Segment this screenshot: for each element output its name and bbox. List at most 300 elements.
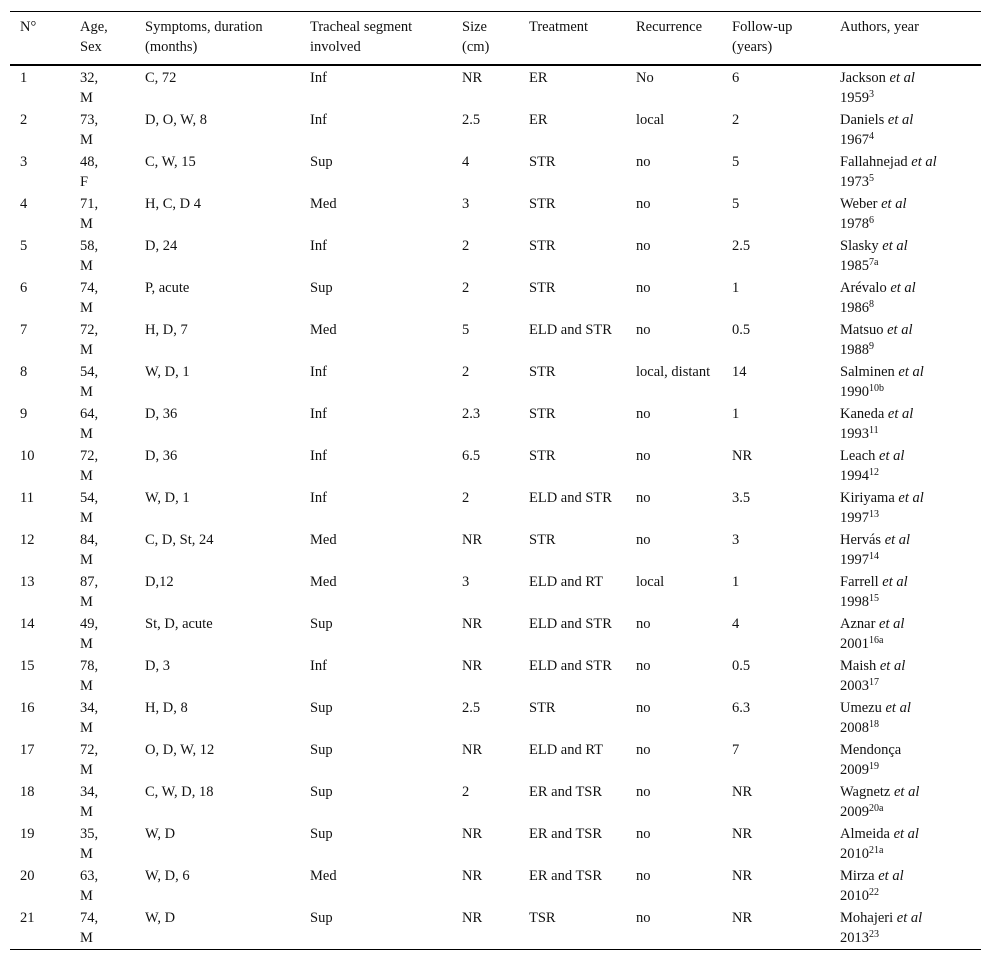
cell-symptoms: H, D, 7 [145,322,188,338]
et-al: et al [878,868,904,884]
author-name: Salminen [840,364,895,380]
et-al: et al [879,616,905,632]
cell-followup: NR [732,868,753,884]
cell-authors [830,361,981,403]
table-row [10,403,981,445]
pub-year: 1993 [840,426,869,442]
cell-no: 9 [20,406,28,422]
cell-recurrence: no [636,238,651,254]
cell-age-sex [70,109,135,151]
pub-year: 1994 [840,468,869,484]
cell-symptoms: D, 24 [145,238,178,254]
reference-number: 10b [869,383,884,394]
cell-age-sex [70,65,135,109]
cell-authors [830,907,981,950]
cell-recurrence: no [636,826,651,842]
header-followup: Follow-up (years) [732,19,793,55]
pub-year: 1997 [840,510,869,526]
cell-followup: 5 [732,196,740,212]
reference-number: 6 [869,215,874,226]
cell-size: 2.3 [462,406,481,422]
table-row [10,697,981,739]
cell-followup: 1 [732,574,740,590]
age-value: 34, [80,700,99,716]
header-treatment: Treatment [529,19,589,35]
cell-treatment: STR [529,448,556,464]
cell-age-sex [70,403,135,445]
reference-number: 18 [869,719,879,730]
header-age-sex: Age, Sex [80,19,108,55]
reference-number: 8 [869,299,874,310]
header-authors: Authors, year [840,19,919,35]
cell-recurrence: no [636,742,651,758]
cell-authors [830,109,981,151]
cell-no: 2 [20,112,28,128]
cell-segment: Sup [310,616,333,632]
cell-age-sex [70,739,135,781]
cell-treatment: TSR [529,910,556,926]
sex-value: M [80,258,93,274]
cell-segment: Med [310,196,337,212]
cell-treatment: ELD and STR [529,616,612,632]
header-segment: Tracheal segment involved [310,19,413,55]
cell-authors [830,277,981,319]
cell-segment: Med [310,868,337,884]
cell-followup: 0.5 [732,658,751,674]
cell-no: 20 [20,868,35,884]
cell-followup: 14 [732,364,747,380]
author-name: Weber [840,196,878,212]
author-name: Hervás [840,532,882,548]
cell-followup: 5 [732,154,740,170]
et-al: et al [887,112,914,128]
cell-recurrence: no [636,322,651,338]
table-row [10,445,981,487]
table-row [10,361,981,403]
cell-segment: Inf [310,448,327,464]
cell-size: NR [462,826,483,842]
cell-segment: Inf [310,112,327,128]
pub-year: 2001 [840,636,869,652]
pub-year: 1998 [840,594,869,610]
cell-symptoms: W, D, 6 [145,868,190,884]
cell-authors [830,823,981,865]
cell-treatment: STR [529,154,556,170]
sex-value: M [80,426,93,442]
cell-treatment: ER [529,70,548,86]
table-row [10,865,981,907]
cell-segment: Sup [310,784,333,800]
cell-authors [830,697,981,739]
pub-year: 1997 [840,552,869,568]
cell-symptoms: W, D [145,826,176,842]
cell-age-sex [70,445,135,487]
table-row [10,571,981,613]
cell-segment: Sup [310,280,333,296]
cell-recurrence: local [636,112,665,128]
cell-authors [830,445,981,487]
et-al: et al [889,70,915,86]
age-value: 87, [80,574,99,590]
age-value: 63, [80,868,99,884]
sex-value: M [80,678,93,694]
cell-followup: 6 [732,70,740,86]
age-value: 84, [80,532,99,548]
cell-recurrence: no [636,406,651,422]
author-name: Aznar [840,616,876,632]
age-value: 78, [80,658,99,674]
cell-size: 5 [462,322,470,338]
sex-value: M [80,846,93,862]
cell-segment: Inf [310,490,327,506]
age-value: 35, [80,826,99,842]
cell-symptoms: C, W, 15 [145,154,196,170]
sex-value: M [80,468,93,484]
pub-year: 2013 [840,930,869,946]
cell-followup: 0.5 [732,322,751,338]
table-row [10,487,981,529]
pub-year: 1967 [840,132,869,148]
cell-authors [830,571,981,613]
age-value: 64, [80,406,99,422]
sex-value: M [80,552,93,568]
header-size: Size (cm) [462,19,490,55]
table-row [10,739,981,781]
cell-segment: Sup [310,742,333,758]
et-al: et al [884,532,911,548]
cell-authors [830,865,981,907]
cell-treatment: STR [529,238,556,254]
cell-segment: Med [310,532,337,548]
cell-followup: 1 [732,406,740,422]
cell-size: 2 [462,784,470,800]
cell-segment: Sup [310,700,333,716]
cell-treatment: ER and TSR [529,826,603,842]
author-name: Almeida [840,826,890,842]
age-value: 54, [80,490,99,506]
cell-symptoms: W, D, 1 [145,490,190,506]
table-row [10,65,981,109]
sex-value: M [80,510,93,526]
pub-year: 2010 [840,888,869,904]
cell-symptoms: D, 36 [145,406,178,422]
et-al: et al [879,658,906,674]
cell-symptoms: St, D, acute [145,616,213,632]
reference-number: 17 [869,677,879,688]
sex-value: M [80,342,93,358]
reference-number: 3 [869,89,874,100]
age-value: 34, [80,784,99,800]
pub-year: 2009 [840,762,869,778]
sex-value: M [80,300,93,316]
header-recurrence: Recurrence [636,19,703,35]
reference-number: 11 [869,425,879,436]
author-name: Jackson [840,70,886,86]
cell-no: 16 [20,700,35,716]
cell-followup: 1 [732,280,740,296]
cell-no: 11 [20,490,34,506]
table-row [10,109,981,151]
cell-followup: NR [732,826,753,842]
age-value: 32, [80,70,99,86]
reference-number: 4 [869,131,874,142]
table-row [10,235,981,277]
reference-number: 16a [869,635,884,646]
age-value: 74, [80,280,99,296]
cell-treatment: ELD and STR [529,490,612,506]
cell-size: NR [462,532,483,548]
et-al: et al [881,196,907,212]
cell-authors [830,613,981,655]
cell-recurrence: no [636,532,651,548]
pub-year: 2003 [840,678,869,694]
pub-year: 1959 [840,90,869,106]
cell-age-sex [70,907,135,950]
cell-treatment: ELD and RT [529,742,604,758]
reference-number: 21a [869,845,884,856]
cell-treatment: STR [529,532,556,548]
cell-followup: NR [732,910,753,926]
cell-followup: NR [732,784,753,800]
cell-followup: 3.5 [732,490,751,506]
cell-authors [830,151,981,193]
age-value: 73, [80,112,99,128]
table-row [10,613,981,655]
cell-treatment: STR [529,196,556,212]
pub-year: 2008 [840,720,869,736]
author-name: Arévalo [840,280,887,296]
cell-age-sex [70,613,135,655]
cell-segment: Med [310,322,337,338]
cell-age-sex [70,277,135,319]
et-al: et al [911,154,937,170]
author-name: Mendonça [840,742,902,758]
cell-authors [830,529,981,571]
author-name: Kiriyama [840,490,895,506]
table-body [10,65,981,950]
et-al: et al [896,910,923,926]
cell-no: 6 [20,280,28,296]
cell-no: 1 [20,70,28,86]
pub-year: 2009 [840,804,869,820]
cell-recurrence: No [636,70,654,86]
age-value: 72, [80,448,99,464]
cell-treatment: ELD and STR [529,658,612,674]
table-row [10,907,981,950]
cell-size: 2.5 [462,112,481,128]
cell-symptoms: W, D [145,910,176,926]
pub-year: 1978 [840,216,869,232]
sex-value: M [80,90,93,106]
cell-segment: Sup [310,910,333,926]
et-al: et al [898,490,924,506]
pub-year: 1988 [840,342,869,358]
cell-treatment: ER [529,112,548,128]
cell-no: 5 [20,238,28,254]
cell-no: 17 [20,742,35,758]
cell-age-sex [70,151,135,193]
cell-recurrence: no [636,280,651,296]
et-al: et al [898,364,924,380]
cell-no: 3 [20,154,28,170]
reference-number: 5 [869,173,874,184]
cell-authors [830,739,981,781]
cell-no: 19 [20,826,35,842]
cell-recurrence: no [636,658,651,674]
cell-age-sex [70,487,135,529]
cell-followup: NR [732,448,753,464]
cell-no: 8 [20,364,28,380]
cell-no: 10 [20,448,35,464]
cell-age-sex [70,697,135,739]
cell-size: 2 [462,364,470,380]
reference-number: 13 [869,509,879,520]
age-value: 58, [80,238,99,254]
cell-size: 3 [462,196,470,212]
cell-followup: 4 [732,616,740,632]
cell-no: 12 [20,532,35,548]
cell-segment: Inf [310,364,327,380]
cell-recurrence: local [636,574,665,590]
cell-recurrence: no [636,910,651,926]
cell-symptoms: O, D, W, 12 [145,742,215,758]
author-name: Daniels [840,112,885,128]
cell-no: 15 [20,658,35,674]
cell-size: NR [462,910,483,926]
sex-value: M [80,216,93,232]
cell-age-sex [70,781,135,823]
age-value: 74, [80,910,99,926]
cell-no: 18 [20,784,35,800]
cell-recurrence: no [636,448,651,464]
table-header [10,12,981,66]
cell-authors [830,403,981,445]
age-value: 72, [80,322,99,338]
cell-symptoms: C, 72 [145,70,177,86]
reference-number: 22 [869,887,879,898]
cell-segment: Sup [310,826,333,842]
cell-symptoms: D, O, W, 8 [145,112,208,128]
cell-age-sex [70,361,135,403]
pub-year: 1986 [840,300,869,316]
pub-year: 2010 [840,846,869,862]
sex-value: M [80,594,93,610]
cell-age-sex [70,235,135,277]
reference-number: 9 [869,341,874,352]
cell-authors [830,655,981,697]
et-al: et al [879,448,905,464]
table-row [10,529,981,571]
sex-value: M [80,384,93,400]
table-row [10,151,981,193]
et-al: et al [882,238,908,254]
reference-number: 19 [869,761,879,772]
cell-authors [830,193,981,235]
cell-size: 2 [462,490,470,506]
sex-value: M [80,930,93,946]
cell-size: 2 [462,280,470,296]
cell-size: NR [462,658,483,674]
cell-age-sex [70,865,135,907]
pub-year: 1990 [840,384,869,400]
cell-segment: Inf [310,70,327,86]
cell-treatment: ELD and STR [529,322,612,338]
cell-age-sex [70,529,135,571]
cell-treatment: STR [529,364,556,380]
et-al: et al [887,322,913,338]
cell-no: 14 [20,616,35,632]
cell-symptoms: H, C, D 4 [145,196,201,212]
reference-number: 12 [869,467,879,478]
cell-size: 6.5 [462,448,481,464]
age-value: 48, [80,154,99,170]
cell-treatment: STR [529,700,556,716]
et-al: et al [885,700,911,716]
author-name: Slasky [840,238,879,254]
cell-segment: Inf [310,406,327,422]
et-al: et al [890,280,916,296]
cell-symptoms: C, W, D, 18 [145,784,214,800]
cell-segment: Inf [310,238,327,254]
reference-number: 7a [869,257,879,268]
sex-value: M [80,762,93,778]
age-value: 71, [80,196,99,212]
author-name: Farrell [840,574,879,590]
author-name: Maish [840,658,877,674]
author-name: Wagnetz [840,784,891,800]
cell-size: NR [462,742,483,758]
cell-authors [830,487,981,529]
cell-no: 13 [20,574,35,590]
cell-segment: Sup [310,154,333,170]
et-al: et al [882,574,908,590]
et-al: et al [893,826,919,842]
reference-number: 20a [869,803,884,814]
cell-authors [830,319,981,361]
author-name: Umezu [840,700,882,716]
cell-age-sex [70,571,135,613]
table-row [10,655,981,697]
header-symptoms: Symptoms, duration (months) [145,19,263,55]
case-table-container [10,11,981,950]
et-al: et al [894,784,920,800]
cell-recurrence: no [636,868,651,884]
cell-size: 2 [462,238,470,254]
cell-followup: 2 [732,112,740,128]
cell-segment: Inf [310,658,327,674]
cell-size: NR [462,70,483,86]
cell-treatment: ELD and RT [529,574,604,590]
table-row [10,823,981,865]
et-al: et al [887,406,914,422]
cell-followup: 6.3 [732,700,751,716]
sex-value: F [80,174,89,190]
sex-value: M [80,888,93,904]
cell-followup: 2.5 [732,238,751,254]
sex-value: M [80,720,93,736]
cell-authors [830,235,981,277]
author-name: Mohajeri [840,910,894,926]
case-table [10,11,981,950]
age-value: 54, [80,364,99,380]
header-row [10,12,981,66]
author-name: Fallahnejad [840,154,908,170]
pub-year: 1985 [840,258,869,274]
cell-symptoms: P, acute [145,280,190,296]
pub-year: 1973 [840,174,869,190]
sex-value: M [80,804,93,820]
cell-size: NR [462,868,483,884]
